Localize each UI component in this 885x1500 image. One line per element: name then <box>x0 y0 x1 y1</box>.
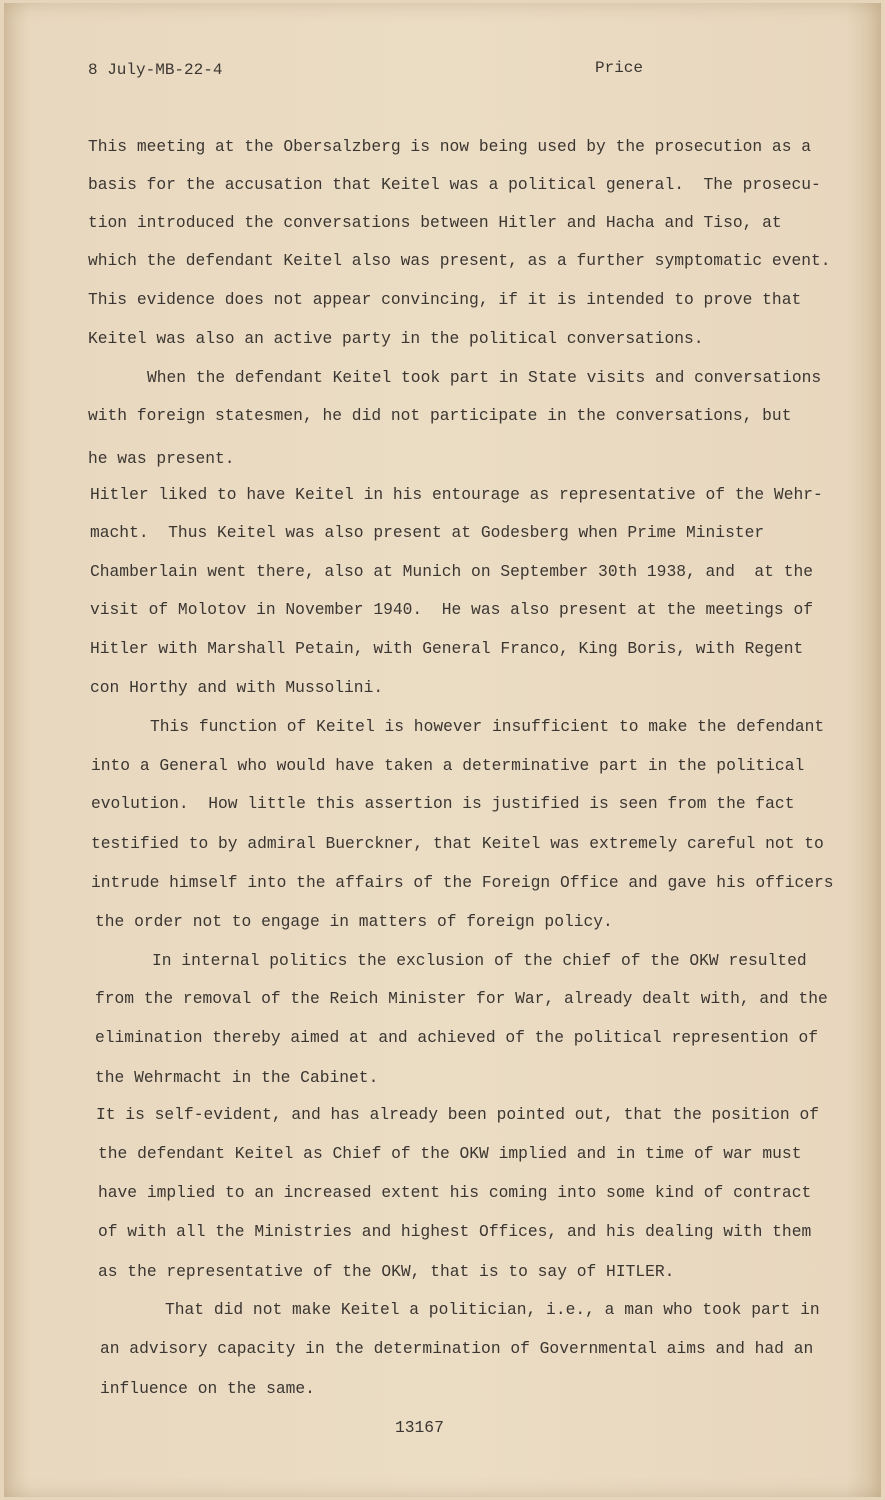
body-text-line: This evidence does not appear convincing, if it is intended to prove that <box>88 290 802 309</box>
body-text-line: tion introduced the conversations between Hitler and Hacha and Tiso, at <box>88 213 782 232</box>
body-text-line: have implied to an increased extent his coming into some kind of contract <box>98 1183 812 1202</box>
page-number: 13167 <box>395 1418 444 1437</box>
body-text-line: Hitler with Marshall Petain, with General Franco, King Boris, with Regent <box>90 639 804 658</box>
speaker-name: Price <box>595 59 644 77</box>
body-text-line: into a General who would have taken a determinative part in the political <box>91 756 805 775</box>
body-text-line: It is self-evident, and has already been pointed out, that the position of <box>96 1105 820 1124</box>
body-text-line: Hitler liked to have Keitel in his entourage as representative of the Wehr- <box>90 485 823 504</box>
body-text-line: of with all the Ministries and highest Offices, and his dealing with them <box>98 1222 812 1241</box>
body-text-line: the defendant Keitel as Chief of the OKW implied and in time of war must <box>98 1144 802 1163</box>
body-text-line: Keitel was also an active party in the political conversations. <box>88 329 704 348</box>
body-text-line: In internal politics the exclusion of the chief of the OKW resulted <box>152 951 807 970</box>
body-text-line: he was present. <box>88 449 235 468</box>
body-text-line: elimination thereby aimed at and achieved of the political represention of <box>95 1028 819 1047</box>
body-text-line: testified to by admiral Buerckner, that Keitel was extremely careful not to <box>91 834 824 853</box>
body-text-line: influence on the same. <box>100 1379 315 1398</box>
body-text-line: This function of Keitel is however insufficient to make the defendant <box>150 717 825 736</box>
body-text-line: Chamberlain went there, also at Munich on September 30th 1938, and at the <box>90 562 814 581</box>
body-text-line: with foreign statesmen, he did not participate in the conversations, but <box>88 406 792 425</box>
body-text-line: the Wehrmacht in the Cabinet. <box>95 1068 379 1087</box>
body-text-line: visit of Molotov in November 1940. He was also present at the meetings of <box>90 600 814 619</box>
body-text-line: When the defendant Keitel took part in State visits and conversations <box>147 368 822 387</box>
body-text-line: intrude himself into the affairs of the Foreign Office and gave his officers <box>91 873 834 892</box>
body-text-line: macht. Thus Keitel was also present at Godesberg when Prime Minister <box>90 523 765 542</box>
body-text-line: the order not to engage in matters of foreign policy. <box>95 912 613 931</box>
body-text-line: from the removal of the Reich Minister for War, already dealt with, and the <box>95 989 828 1008</box>
document-reference: 8 July-MB-22-4 <box>88 61 223 79</box>
body-text-line: That did not make Keitel a politician, i.e., a man who took part in <box>165 1300 820 1319</box>
body-text-line: This meeting at the Obersalzberg is now being used by the prosecution as a <box>88 137 812 156</box>
body-text-line: basis for the accusation that Keitel was a political general. The prosecu- <box>88 175 821 194</box>
body-text-line: con Horthy and with Mussolini. <box>90 678 384 697</box>
body-text-line: an advisory capacity in the determination of Governmental aims and had an <box>100 1339 814 1358</box>
body-text-line: evolution. How little this assertion is justified is seen from the fact <box>91 794 795 813</box>
body-text-line: which the defendant Keitel also was present, as a further symptomatic event. <box>88 251 831 270</box>
body-text-line: as the representative of the OKW, that is to say of HITLER. <box>98 1262 675 1281</box>
document-page <box>4 3 881 1497</box>
